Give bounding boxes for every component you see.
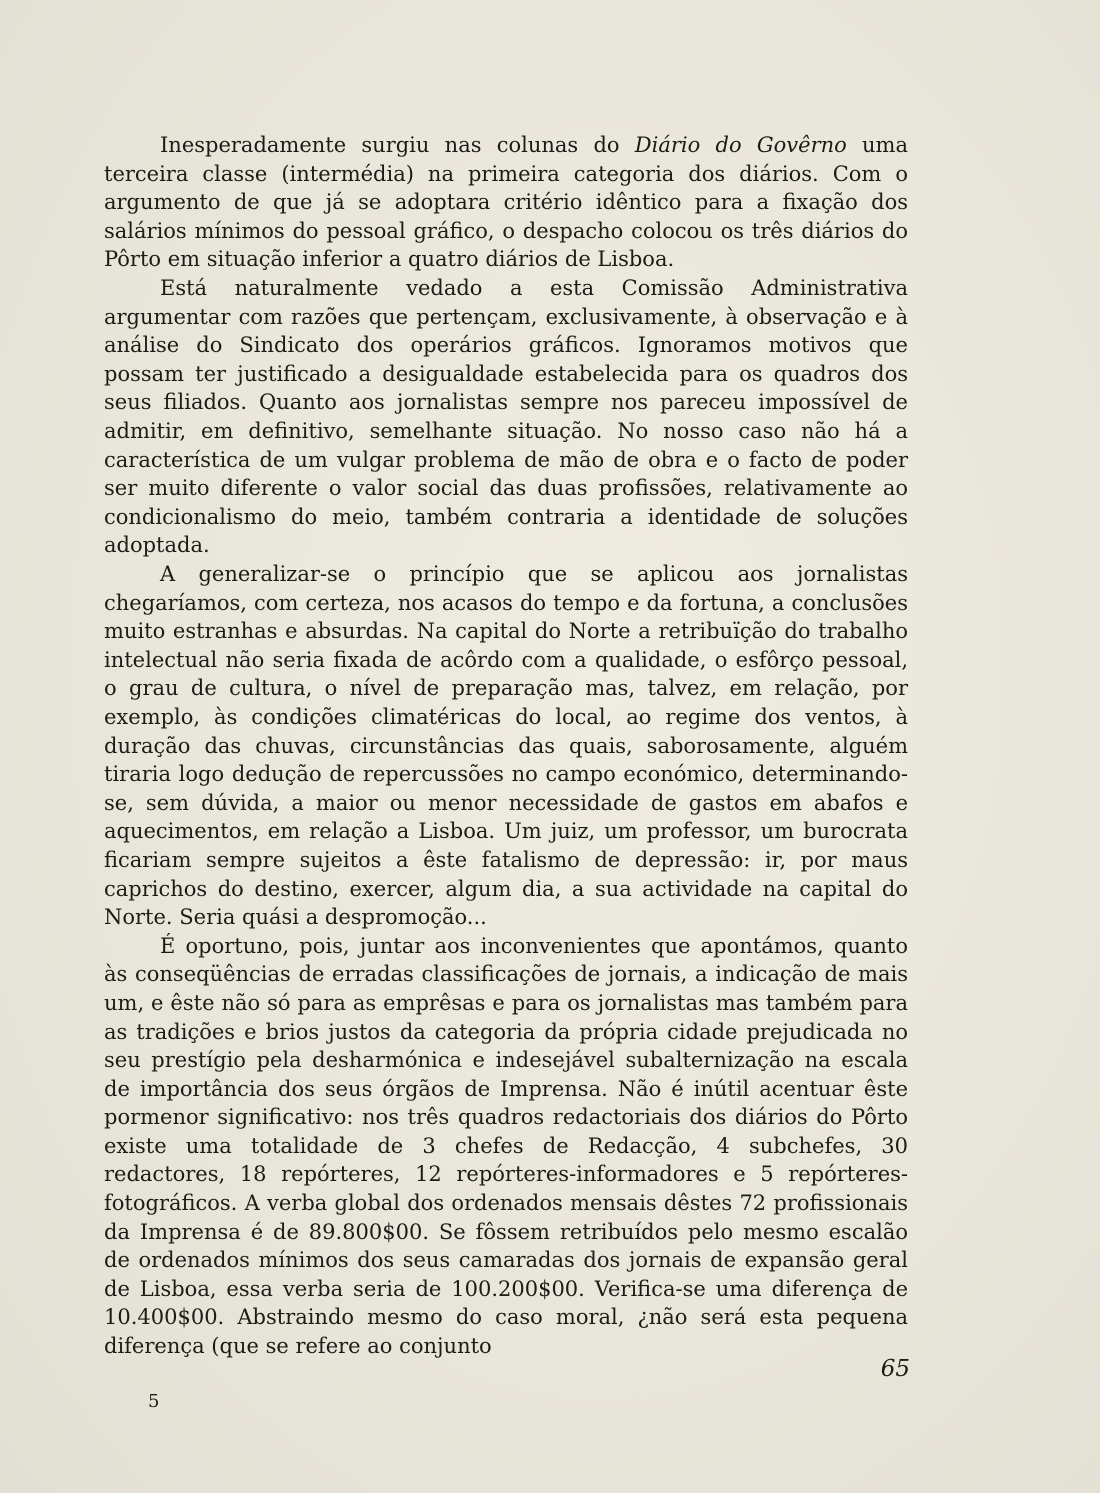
upper-text-block: [104, 131, 908, 560]
paragraph-1-end: uma terceira classe (intermédia) na primeira categoria dos diários. Com o argumento de que já se adoptara critério idêntico para a fixação dos salários mínimos do pessoal gráfico, o despacho colocou os três diários do Pôrto em situação inferior a quatro diários de Lisboa.: [104, 133, 908, 272]
paragraph-1-start: Inesperadamente surgiu nas colunas do: [160, 133, 635, 157]
newspaper-title: Diário do Govêrno: [634, 133, 847, 157]
page-number: 65: [880, 1356, 910, 1382]
paragraph-3: A generalizar-se o princípio que se aplicou aos jornalistas chegaríamos, com certeza, nos acasos do tempo e da fortuna, a conclusões muito estranhas e absurdas. Na capital do Norte a retribuïção do trabalho intelectual não seria fixada de acôrdo com a qualidade, o esfôrço pessoal, o grau de cultura, o nível de preparação mas, talvez, em relação, por exemplo, às condições climatéricas do local, ao regime dos ventos, à duração das chuvas, circunstâncias das quais, saborosamente, alguém tiraria logo dedução de repercussões no campo económico, determinando-se, sem dúvida, a maior ou menor necessidade de gastos em abafos e aquecimentos, em relação a Lisboa. Um juiz, um professor, um burocrata ficariam sempre sujeitos a êste fatalismo de depressão: ir, por maus caprichos do destino, exercer, algum dia, a sua actividade na capital do Norte. Seria quási a despromoção...: [104, 562, 908, 930]
paragraph-2: Está naturalmente vedado a esta Comissão Administrativa argumentar com razões que pertençam, exclusivamente, à observação e à análise do Sindicato dos operários gráficos. Ignoramos motivos que possam ter justificado a desigualdade estabelecida para os quadros dos seus filiados. Quanto aos jornalistas sempre nos pareceu impossível de admitir, em definitivo, semelhante situação. No nosso caso não há a característica de um vulgar problema de mão de obra e o facto de poder ser muito diferente o valor social das duas profissões, relativamente ao condicionalismo do meio, também contraria a identidade de soluções adoptada.: [104, 275, 908, 558]
paragraph-1: [104, 131, 908, 274]
lower-text-block: [104, 560, 908, 1361]
paragraph-4: É oportuno, pois, juntar aos inconvenientes que apontámos, quanto às conseqüências de erradas classificações de jornais, a indicação de mais um, e êste não só para as emprêsas e para os jornalistas mas também para as tradições e brios justos da categoria da própria cidade prejudicada no seu prestígio pela desharmónica e indesejável subalternização na escala de importância dos seus órgãos de Imprensa. Não é inútil acentuar êste pormenor significativo: nos três quadros redactoriais dos diários do Pôrto existe uma totalidade de 3 chefes de Redacção, 4 subchefes, 30 redactores, 18 repórteres, 12 repórteres-informadores e 5 repórteres-fotográficos. A verba global dos ordenados mensais dêstes 72 profissionais da Imprensa é de 89.800$00. Se fôssem retribuídos pelo mesmo escalão de ordenados mínimos dos seus camaradas dos jornais de expansão geral de Lisboa, essa verba seria de 100.200$00. Verifica-se uma diferença de 10.400$00. Abstraindo mesmo do caso moral, ¿não será esta pequena diferença (que se refere ao conjunto: [104, 933, 908, 1359]
signature-mark: 5: [148, 1391, 160, 1412]
